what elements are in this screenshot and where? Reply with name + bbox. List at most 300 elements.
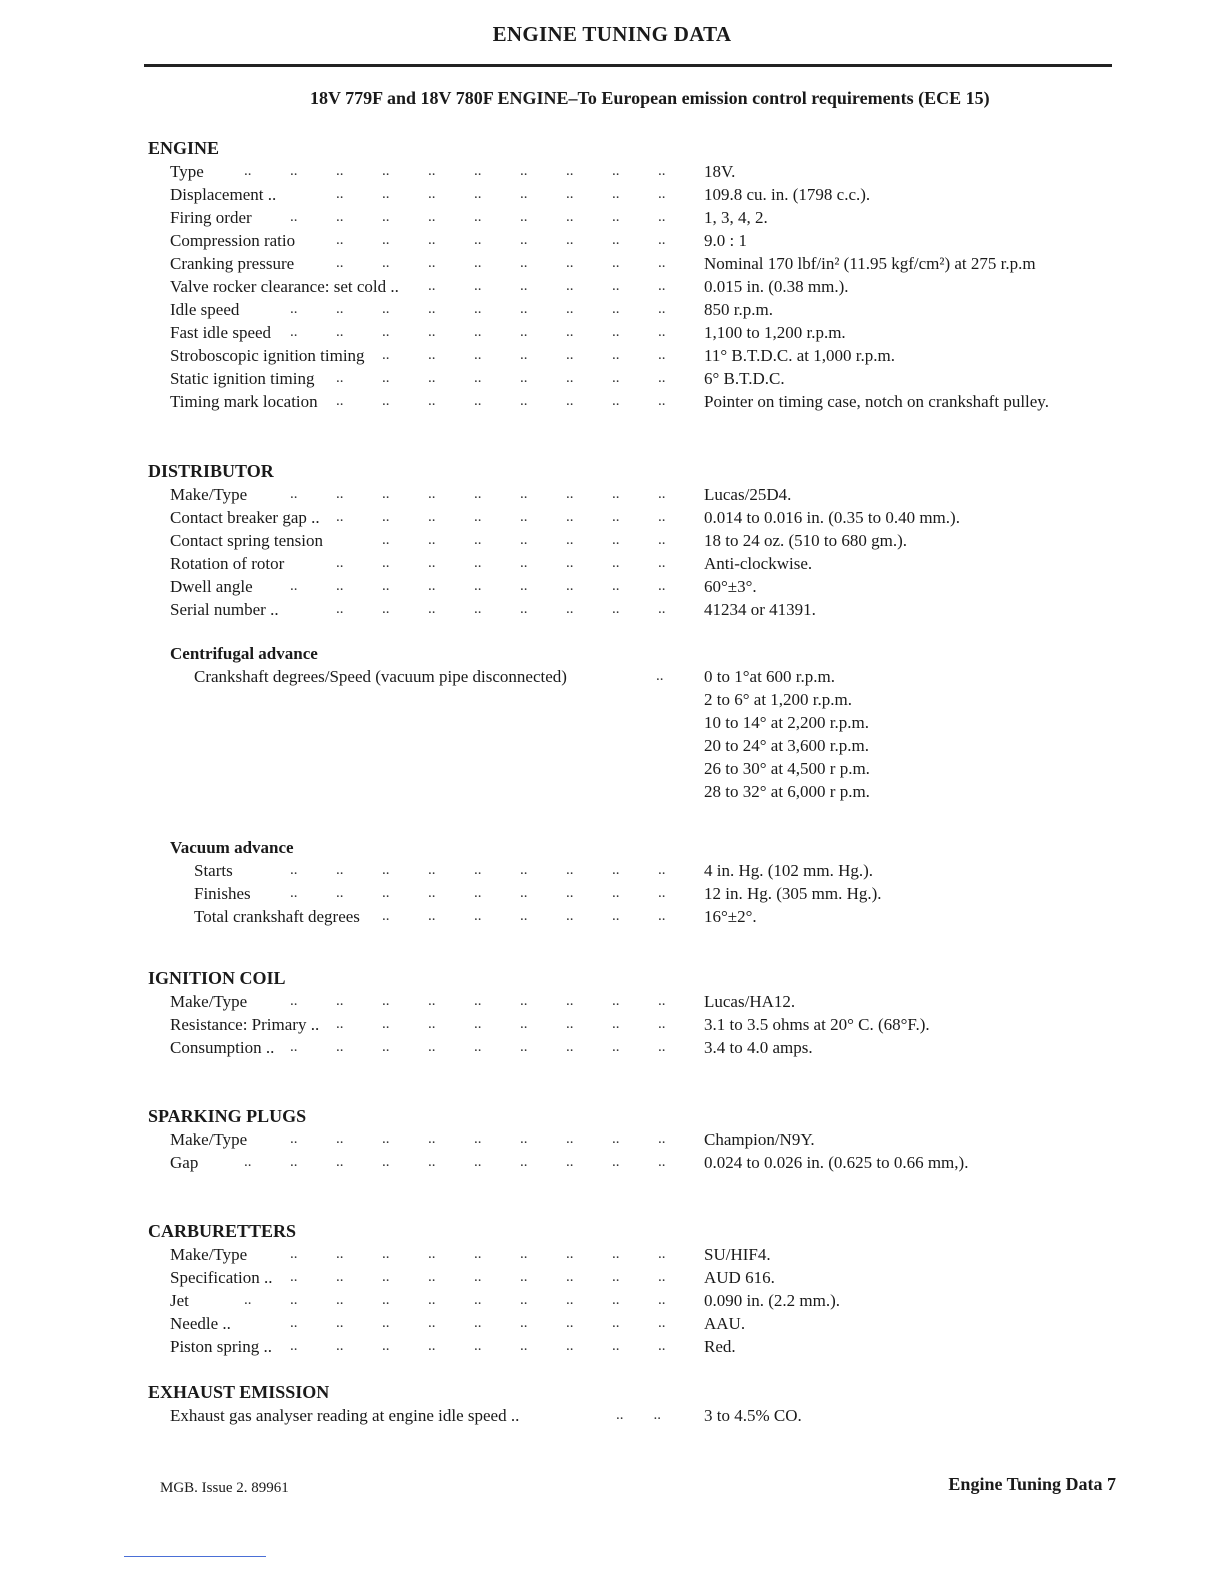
spec-label: Crankshaft degrees/Speed (vacuum pipe disconnected) <box>194 667 567 686</box>
leader-dots: .. <box>382 347 390 363</box>
spec-row <box>148 598 1118 621</box>
section-exhaust-emission <box>148 1380 1118 1427</box>
page-title: ENGINE TUNING DATA <box>492 22 732 46</box>
spec-row <box>148 367 1118 390</box>
leader-dots: .. <box>612 324 620 340</box>
leader-dots: .. <box>382 232 390 248</box>
spec-value: Anti-clockwise. <box>704 554 813 573</box>
leader-dots: .. <box>520 163 528 179</box>
leader-dots: .. <box>520 1338 528 1354</box>
leader-dots: .. <box>336 555 344 571</box>
leader-dots: .. <box>474 885 482 901</box>
leader-dots: .. <box>382 163 390 179</box>
leader-dots: .. <box>566 885 574 901</box>
leader-dots: .. <box>612 532 620 548</box>
leader-dots: .. <box>428 370 436 386</box>
leader-dots: .. <box>382 1246 390 1262</box>
leader-dots: .. <box>612 1154 620 1170</box>
leader-dots: .. <box>290 1246 298 1262</box>
leader-dots: .. <box>474 1315 482 1331</box>
spec-value: 2 to 6° at 1,200 r.p.m. <box>704 690 852 709</box>
leader-dots: .. <box>658 885 666 901</box>
leader-dots: .. <box>520 255 528 271</box>
leader-dots: .. <box>566 1246 574 1262</box>
spec-label: Consumption .. <box>170 1038 275 1057</box>
spec-value: 28 to 32° at 6,000 r p.m. <box>704 782 870 801</box>
leader-dots: .. <box>290 1131 298 1147</box>
spec-value: 18V. <box>704 162 736 181</box>
leader-dots: .. <box>474 601 482 617</box>
spec-row <box>148 905 1118 928</box>
leader-dots: .. <box>336 255 344 271</box>
leader-dots: .. <box>474 1131 482 1147</box>
leader-dots: .. <box>474 486 482 502</box>
spec-value: 0 to 1°at 600 r.p.m. <box>704 667 835 686</box>
leader-dots: .. <box>566 993 574 1009</box>
leader-dots: .. <box>612 862 620 878</box>
leader-dots: .. <box>474 908 482 924</box>
spec-label: Contact spring tension <box>170 531 323 550</box>
leader-dots: .. <box>290 578 298 594</box>
leader-dots: .. <box>290 209 298 225</box>
leader-dots: .. <box>520 908 528 924</box>
leader-dots: .. <box>474 862 482 878</box>
leader-dots: .. <box>566 278 574 294</box>
spec-row <box>148 1128 1118 1151</box>
leader-dots: .. <box>290 1338 298 1354</box>
leader-dots: .. <box>612 1246 620 1262</box>
leader-dots: .. <box>428 885 436 901</box>
leader-dots: .. <box>658 1131 666 1147</box>
leader-dots: .. <box>474 1039 482 1055</box>
leader-dots: .. <box>336 163 344 179</box>
spec-row <box>148 298 1118 321</box>
spec-row <box>148 1013 1118 1036</box>
leader-dots: .. <box>658 393 666 409</box>
leader-dots: .. <box>382 486 390 502</box>
leader-dots: .. <box>658 862 666 878</box>
spec-value: 18 to 24 oz. (510 to 680 gm.). <box>704 531 908 550</box>
leader-dots: .. <box>428 1039 436 1055</box>
leader-dots: .. <box>612 601 620 617</box>
leader-dots: .. <box>428 255 436 271</box>
spec-value: 16°±2°. <box>704 907 757 926</box>
leader-dots: .. <box>566 301 574 317</box>
leader-dots: .. <box>658 509 666 525</box>
leader-dots: .. <box>520 993 528 1009</box>
leader-dots: .. <box>474 1016 482 1032</box>
value-line <box>148 780 1118 803</box>
value-line <box>148 711 1118 734</box>
spec-label: Dwell angle <box>170 577 253 596</box>
leader-dots: .. <box>290 1292 298 1308</box>
leader-dots: .. <box>428 908 436 924</box>
leader-dots: .. <box>244 1154 252 1170</box>
spec-value: 26 to 30° at 4,500 r p.m. <box>704 759 870 778</box>
leader-dots: .. <box>382 1292 390 1308</box>
leader-dots: .. <box>566 347 574 363</box>
leader-dots: .. <box>612 209 620 225</box>
leader-dots: .. <box>612 1338 620 1354</box>
spec-row <box>148 552 1118 575</box>
leader-dots: .. <box>658 255 666 271</box>
leader-dots: .. <box>612 578 620 594</box>
leader-dots: .. <box>428 1292 436 1308</box>
leader-dots: .. <box>336 885 344 901</box>
leader-dots: .. <box>428 1154 436 1170</box>
section-sparking-plugs <box>148 1104 1118 1174</box>
leader-dots: .. <box>336 186 344 202</box>
leader-dots: .. <box>566 186 574 202</box>
leader-dots: .. <box>428 232 436 248</box>
leader-dots: .. <box>474 993 482 1009</box>
leader-dots: .. <box>474 1269 482 1285</box>
subsection-heading: Vacuum advance <box>170 838 294 857</box>
leader-dots: .. <box>382 555 390 571</box>
leader-dots: .. <box>382 532 390 548</box>
leader-dots: .. <box>520 209 528 225</box>
spec-label: Finishes <box>194 884 251 903</box>
leader-dots: .. <box>382 862 390 878</box>
spec-row <box>148 1404 1118 1427</box>
leader-dots: .. <box>658 324 666 340</box>
leader-dots: .. <box>566 908 574 924</box>
leader-dots: .. <box>336 301 344 317</box>
spec-row <box>148 229 1118 252</box>
leader-dots: .. <box>428 1338 436 1354</box>
leader-dots: .. <box>612 509 620 525</box>
spec-value: 1, 3, 4, 2. <box>704 208 768 227</box>
leader-dots: .. <box>336 209 344 225</box>
leader-dots: .. <box>336 509 344 525</box>
value-line <box>148 688 1118 711</box>
leader-dots: .. <box>428 1246 436 1262</box>
spec-value: 0.090 in. (2.2 mm.). <box>704 1291 840 1310</box>
leader-dots: .. <box>428 301 436 317</box>
leader-dots: .. <box>566 555 574 571</box>
spec-label: Gap <box>170 1153 199 1172</box>
leader-dots: .. <box>566 1154 574 1170</box>
leader-dots: .. <box>290 1269 298 1285</box>
leader-dots: .. <box>658 347 666 363</box>
spec-label: Type <box>170 162 204 181</box>
leader-dots: .. <box>612 993 620 1009</box>
leader-dots: .. <box>520 1154 528 1170</box>
leader-dots: .. <box>474 370 482 386</box>
leader-dots: .. <box>520 532 528 548</box>
leader-dots: .. <box>520 301 528 317</box>
leader-dots: .. <box>520 578 528 594</box>
spec-value: 12 in. Hg. (305 mm. Hg.). <box>704 884 882 903</box>
leader-dots: .. <box>658 908 666 924</box>
leader-dots: .. <box>382 993 390 1009</box>
leader-dots: .. <box>658 1269 666 1285</box>
leader-dots: .. <box>520 486 528 502</box>
spec-row <box>148 665 1118 688</box>
leader-dots: .. <box>520 347 528 363</box>
leader-dots: .. <box>520 232 528 248</box>
leader-dots: .. <box>428 486 436 502</box>
spec-label: Needle .. <box>170 1314 231 1333</box>
spec-label: Static ignition timing <box>170 369 315 388</box>
leader-dots: .. <box>520 1131 528 1147</box>
leader-dots: .. <box>520 370 528 386</box>
leader-dots: .. <box>658 1315 666 1331</box>
leader-dots: .. <box>520 1039 528 1055</box>
section-heading: IGNITION COIL <box>148 968 286 988</box>
leader-dots: .. <box>566 232 574 248</box>
leader-dots: .. <box>428 1315 436 1331</box>
leader-dots: .. <box>336 993 344 1009</box>
leader-dots: .. <box>336 370 344 386</box>
leader-dots: .. <box>336 1016 344 1032</box>
spec-row <box>148 483 1118 506</box>
spec-value: 3 to 4.5% CO. <box>704 1406 802 1425</box>
spec-value: 4 in. Hg. (102 mm. Hg.). <box>704 861 874 880</box>
leader-dots: .. <box>658 486 666 502</box>
section-heading: ENGINE <box>148 138 220 158</box>
leader-dots: .. <box>382 578 390 594</box>
leader-dots: .. <box>520 885 528 901</box>
spec-label: Specification .. <box>170 1268 273 1287</box>
spec-row <box>148 529 1118 552</box>
section-heading: CARBURETTERS <box>148 1221 297 1241</box>
leader-dots: .. <box>474 1292 482 1308</box>
spec-row <box>148 1243 1118 1266</box>
leader-dots: .. <box>658 278 666 294</box>
leader-dots: .. <box>474 532 482 548</box>
spec-row <box>148 321 1118 344</box>
spec-row <box>148 990 1118 1013</box>
spec-value: Nominal 170 lbf/in² (11.95 kgf/cm²) at 275 r.p.m <box>704 254 1036 273</box>
spec-value: 3.4 to 4.0 amps. <box>704 1038 813 1057</box>
leader-dots: .. <box>658 601 666 617</box>
spec-row <box>148 1335 1118 1358</box>
leader-dots: .. <box>658 1292 666 1308</box>
leader-dots: .. <box>612 278 620 294</box>
leader-dots: .. <box>566 578 574 594</box>
leader-dots: .. <box>658 301 666 317</box>
leader-dots: .. <box>428 393 436 409</box>
leader-dots: .. <box>474 163 482 179</box>
page-subtitle: 18V 779F and 18V 780F ENGINE–To European emission control requirements (ECE 15) <box>310 88 990 108</box>
leader-dots: .. <box>658 209 666 225</box>
leader-dots: .. <box>612 1315 620 1331</box>
section-heading: DISTRIBUTOR <box>148 461 274 481</box>
leader-dots: .. <box>566 1338 574 1354</box>
leader-dots: .. <box>474 393 482 409</box>
spec-value: AUD 616. <box>704 1268 775 1287</box>
spec-row <box>148 1289 1118 1312</box>
leader-dots: .. <box>336 324 344 340</box>
leader-dots: .. <box>428 532 436 548</box>
spec-row <box>148 344 1118 367</box>
spec-value: AAU. <box>704 1314 746 1333</box>
spec-label: Make/Type <box>170 992 248 1011</box>
leader-dots: .. <box>612 232 620 248</box>
leader-dots: .. <box>428 163 436 179</box>
leader-dots: .. <box>290 885 298 901</box>
leader-dots: .. <box>382 885 390 901</box>
leader-dots: .. <box>566 255 574 271</box>
spec-label: Fast idle speed <box>170 323 272 342</box>
leader-dots: .. <box>336 601 344 617</box>
leader-dots: .. <box>336 1246 344 1262</box>
leader-dots: .. <box>428 601 436 617</box>
leader-dots: .. <box>382 301 390 317</box>
spec-row <box>148 183 1118 206</box>
leader-dots: .. <box>336 1315 344 1331</box>
leader-dots: .. <box>290 993 298 1009</box>
spec-row <box>148 1151 1118 1174</box>
leader-dots: .. <box>474 324 482 340</box>
spec-value: 41234 or 41391. <box>704 600 816 619</box>
section-engine <box>148 136 1118 413</box>
leader-dots: .. <box>382 509 390 525</box>
leader-dots: .. <box>428 862 436 878</box>
spec-row <box>148 506 1118 529</box>
spec-value: 10 to 14° at 2,200 r.p.m. <box>704 713 869 732</box>
leader-dots: .. <box>658 1154 666 1170</box>
leader-dots: .. <box>612 163 620 179</box>
spec-label: Contact breaker gap .. <box>170 508 320 527</box>
spec-value: Champion/N9Y. <box>704 1130 815 1149</box>
leader-dots: .. <box>520 555 528 571</box>
spec-row <box>148 252 1118 275</box>
spec-value: 850 r.p.m. <box>704 300 773 319</box>
header-rule <box>144 64 1112 67</box>
spec-value: 9.0 : 1 <box>704 231 747 250</box>
spec-value: Lucas/25D4. <box>704 485 792 504</box>
leader-dots: .. <box>382 601 390 617</box>
leader-dots: .. <box>612 1269 620 1285</box>
leader-dots: .. <box>612 370 620 386</box>
leader-dots: .. <box>566 509 574 525</box>
leader-dots: .. <box>658 1039 666 1055</box>
leader-dots: .. <box>612 885 620 901</box>
spec-label: Total crankshaft degrees <box>194 907 360 926</box>
leader-dots: .. <box>612 186 620 202</box>
leader-dots: .. <box>382 1269 390 1285</box>
leader-dots: .. <box>520 1315 528 1331</box>
spec-label: Piston spring .. <box>170 1337 273 1356</box>
leader-dots: .. <box>520 1269 528 1285</box>
footer-page-label: Engine Tuning Data 7 <box>948 1474 1116 1494</box>
leader-dots: .. <box>566 209 574 225</box>
spec-row <box>148 275 1118 298</box>
leader-dots: .. <box>612 1039 620 1055</box>
leader-dots: .. <box>658 370 666 386</box>
leader-dots: .. <box>566 1269 574 1285</box>
spec-label: Rotation of rotor <box>170 554 285 573</box>
leader-dots: .. <box>474 347 482 363</box>
leader-dots: .. <box>428 1269 436 1285</box>
spec-row <box>148 575 1118 598</box>
spec-value: 3.1 to 3.5 ohms at 20° C. (68°F.). <box>704 1015 930 1034</box>
leader-dots: .. <box>474 255 482 271</box>
leader-dots: .. <box>244 163 252 179</box>
leader-dots: .. <box>474 555 482 571</box>
leader-dots: .. <box>566 1292 574 1308</box>
leader-dots: .. <box>474 186 482 202</box>
spec-value: 6° B.T.D.C. <box>704 369 785 388</box>
leader-dots: .. .. <box>616 1407 661 1423</box>
leader-dots: .. <box>382 209 390 225</box>
value-line <box>148 734 1118 757</box>
leader-dots: .. <box>290 1039 298 1055</box>
spec-row <box>148 160 1118 183</box>
leader-dots: .. <box>382 1338 390 1354</box>
spec-value: Lucas/HA12. <box>704 992 796 1011</box>
leader-dots: .. <box>658 1338 666 1354</box>
leader-dots: .. <box>336 1154 344 1170</box>
leader-dots: .. <box>658 1016 666 1032</box>
spec-value: 20 to 24° at 3,600 r.p.m. <box>704 736 869 755</box>
subsection-heading: Centrifugal advance <box>170 644 318 663</box>
spec-value: Pointer on timing case, notch on crankshaft pulley. <box>704 392 1049 411</box>
leader-dots: .. <box>520 601 528 617</box>
spec-label: Timing mark location <box>170 392 318 411</box>
spec-label: Firing order <box>170 208 252 227</box>
spec-row <box>148 859 1118 882</box>
leader-dots: .. <box>428 555 436 571</box>
leader-dots: .. <box>428 186 436 202</box>
leader-dots: .. <box>382 908 390 924</box>
footer-issue: MGB. Issue 2. 89961 <box>160 1480 289 1496</box>
leader-dots: .. <box>382 324 390 340</box>
spec-label: Stroboscopic ignition timing <box>170 346 365 365</box>
spec-label: Resistance: Primary .. <box>170 1015 320 1034</box>
link-underline <box>124 1556 266 1557</box>
leader-dots: .. <box>428 1016 436 1032</box>
leader-dots: .. <box>520 278 528 294</box>
leader-dots: .. <box>428 324 436 340</box>
leader-dots: .. <box>566 862 574 878</box>
leader-dots: .. <box>428 578 436 594</box>
leader-dots: .. <box>244 1292 252 1308</box>
leader-dots: .. <box>474 509 482 525</box>
spec-label: Starts <box>194 861 233 880</box>
leader-dots: .. <box>520 509 528 525</box>
leader-dots: .. <box>566 532 574 548</box>
spec-value: 0.015 in. (0.38 mm.). <box>704 277 849 296</box>
leader-dots: .. <box>474 1338 482 1354</box>
leader-dots: .. <box>612 486 620 502</box>
spec-label: Exhaust gas analyser reading at engine idle speed .. <box>170 1406 520 1425</box>
spec-row <box>148 1266 1118 1289</box>
leader-dots: .. <box>612 555 620 571</box>
leader-dots: .. <box>566 1315 574 1331</box>
leader-dots: .. <box>474 278 482 294</box>
spec-value: 60°±3°. <box>704 577 757 596</box>
spec-value: Red. <box>704 1337 736 1356</box>
leader-dots: .. <box>382 1131 390 1147</box>
spec-value: 11° B.T.D.C. at 1,000 r.p.m. <box>704 346 895 365</box>
leader-dots: .. <box>612 908 620 924</box>
spec-label: Serial number .. <box>170 600 279 619</box>
leader-dots: .. <box>658 1246 666 1262</box>
leader-dots: .. <box>382 393 390 409</box>
leader-dots: .. <box>382 1315 390 1331</box>
leader-dots: .. <box>658 532 666 548</box>
leader-dots: .. <box>336 1039 344 1055</box>
leader-dots: .. <box>290 324 298 340</box>
leader-dots: .. <box>520 393 528 409</box>
leader-dots: .. <box>474 1246 482 1262</box>
leader-dots: .. <box>290 486 298 502</box>
leader-dots: .. <box>474 578 482 594</box>
leader-dots: .. <box>612 1131 620 1147</box>
